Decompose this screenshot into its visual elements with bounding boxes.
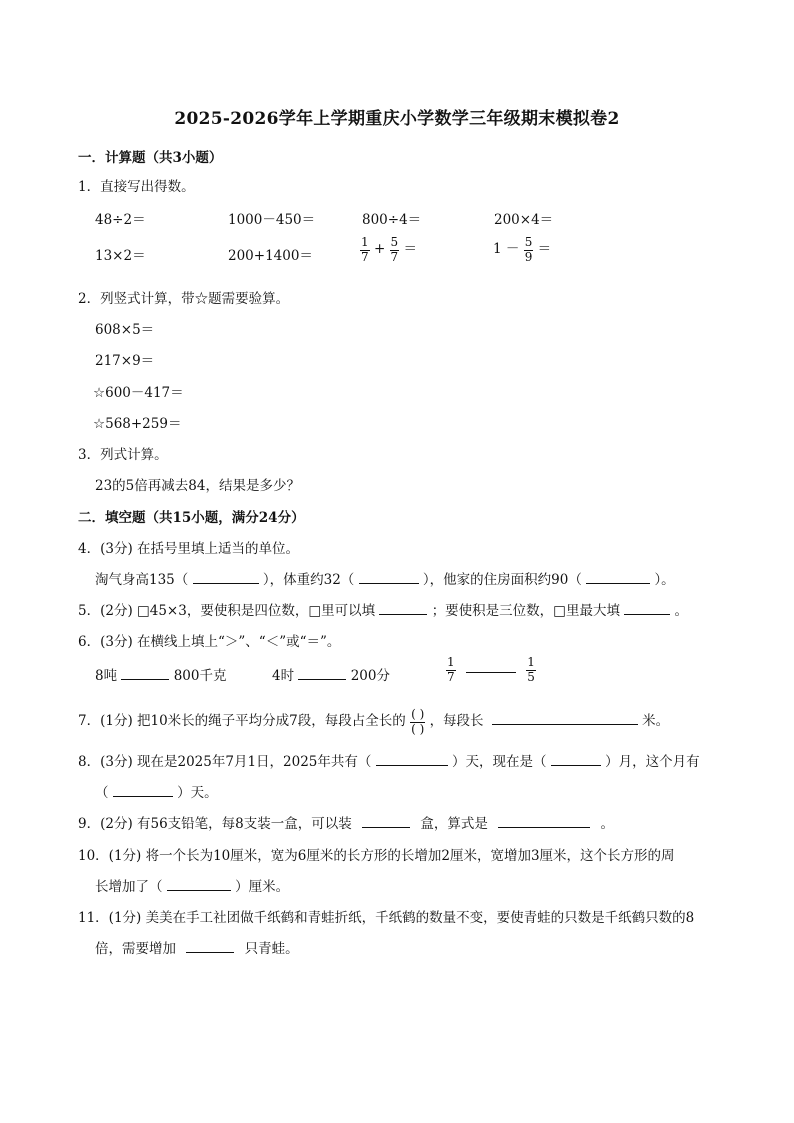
q1-item: 13×2＝ [95,248,146,264]
text: （ [95,785,109,801]
q1-fraction-expression-2 [493,236,551,263]
answer-blank[interactable] [376,751,448,766]
question-8-line-2 [95,781,218,801]
answer-blank[interactable] [121,665,169,680]
text: ）。 [654,572,675,588]
q1-item: 200×4＝ [494,212,554,228]
question-4-body [95,568,675,588]
numerator: 5 [390,235,399,249]
answer-blank[interactable] [466,658,516,673]
q6-compare-b [272,664,390,684]
equals-sign: ＝ [537,241,552,257]
question-1-label: 1．直接写出得数。 [78,179,195,195]
numerator: 1 [361,235,369,249]
question-8-line-1 [78,750,700,770]
text: 8．(3分) 现在是2025年7月1日，2025年共有（ [78,754,372,770]
text: 米。 [642,713,670,729]
numerator: 1 [447,655,455,669]
denominator: 7 [390,250,399,264]
q2-item: 608×5＝ [95,322,155,338]
text: 9．(2分) 有56支铅笔，每8支装一盒，可以装 [78,816,352,832]
q2-item: ☆600－417＝ [93,385,184,401]
fraction-blank[interactable] [410,708,425,735]
answer-blank[interactable] [492,710,638,725]
denominator: 7 [361,250,369,264]
q1-fraction-expression-1 [360,236,417,263]
answer-blank[interactable] [167,876,231,891]
text: ），体重约32（ [262,572,355,588]
text: ；要使积是三位数，□里最大填 [431,603,620,619]
text: ）天。 [177,785,218,801]
answer-blank[interactable] [359,569,419,584]
question-11-line-1: 11．(1分) 美美在手工社团做千纸鹤和青蛙折纸，千纸鹤的数量不变，要使青蛙的只数是千纸鹤只数的8 [78,910,695,926]
denominator: 7 [447,670,455,684]
q2-item: 217×9＝ [95,353,155,369]
text: ）月，这个月有 [605,754,700,770]
text: 。 [600,816,614,832]
question-3-label: 3．列式计算。 [78,447,168,463]
text: 8吨 [95,668,118,684]
section-heading-fill-in: 二．填空题（共15小题，满分24分） [78,510,305,526]
text: ）天，现在是（ [452,754,547,770]
fraction [390,236,400,263]
answer-blank[interactable] [379,600,427,615]
answer-blank[interactable] [551,751,601,766]
text: 盒，算式是 [420,816,488,832]
answer-blank[interactable] [186,938,234,953]
answer-blank[interactable] [624,600,670,615]
text: 长增加了（ [95,879,163,895]
denominator: 9 [524,250,533,264]
question-6-label: 6．(3分) 在横线上填上“＞”、“＜”或“＝”。 [78,634,341,650]
fraction [526,656,536,683]
answer-blank[interactable] [362,813,410,828]
question-9 [78,812,614,832]
answer-blank[interactable] [193,569,259,584]
fraction [360,236,370,263]
text: ）厘米。 [235,879,290,895]
section-heading-calculation: 一．计算题（共3小题） [78,150,223,166]
numerator-blank: ( ) [411,707,425,721]
question-10-line-2 [95,875,289,895]
text: 倍，需要增加 [95,941,176,957]
text: 只青蛙。 [244,941,299,957]
text: 5．(2分) □45×3，要使积是四位数，□里可以填 [78,603,376,619]
q1-item: 200+1400＝ [228,248,313,264]
q1-item: 1000－450＝ [228,212,316,228]
q6-compare-c [446,656,536,683]
question-5 [78,599,688,619]
fraction [446,656,456,683]
operator: + [373,241,386,257]
text: ），他家的住房面积约90（ [422,572,582,588]
q6-compare-a [95,664,226,684]
question-11-line-2 [95,937,299,957]
text: 。 [674,603,689,619]
numerator: 1 [527,655,535,669]
answer-blank[interactable] [586,569,650,584]
q1-item: 800÷4＝ [362,212,422,228]
text: 7．(1分) 把10米长的绳子平均分成7段，每段占全长的 [78,713,406,729]
page-title: 2025-2026学年上学期重庆小学数学三年级期末模拟卷2 [174,109,620,129]
question-10-line-1: 10．(1分) 将一个长为10厘米，宽为6厘米的长方形的长增加2厘米，宽增加3厘米，这个长方形的周 [78,848,675,864]
fraction [524,236,534,263]
text: 200分 [350,668,390,684]
q2-item: ☆568+259＝ [93,416,182,432]
question-4-label: 4．(3分) 在括号里填上适当的单位。 [78,541,300,557]
question-2-label: 2．列竖式计算，带☆题需要验算。 [78,291,290,307]
answer-blank[interactable] [113,782,173,797]
answer-blank[interactable] [498,813,590,828]
question-7 [78,708,669,735]
answer-blank[interactable] [298,665,346,680]
text: 淘气身高135（ [95,572,189,588]
denominator-blank: ( ) [411,722,425,736]
text: ，每段长 [429,713,484,729]
text: 4时 [272,668,295,684]
text: 800千克 [173,668,227,684]
numerator: 5 [524,235,533,249]
denominator: 5 [527,670,535,684]
q1-item: 48÷2＝ [95,212,146,228]
expression-lead: 1 － [493,241,520,257]
question-3-text: 23的5倍再减去84，结果是多少？ [95,478,300,494]
equals-sign: ＝ [403,241,417,257]
